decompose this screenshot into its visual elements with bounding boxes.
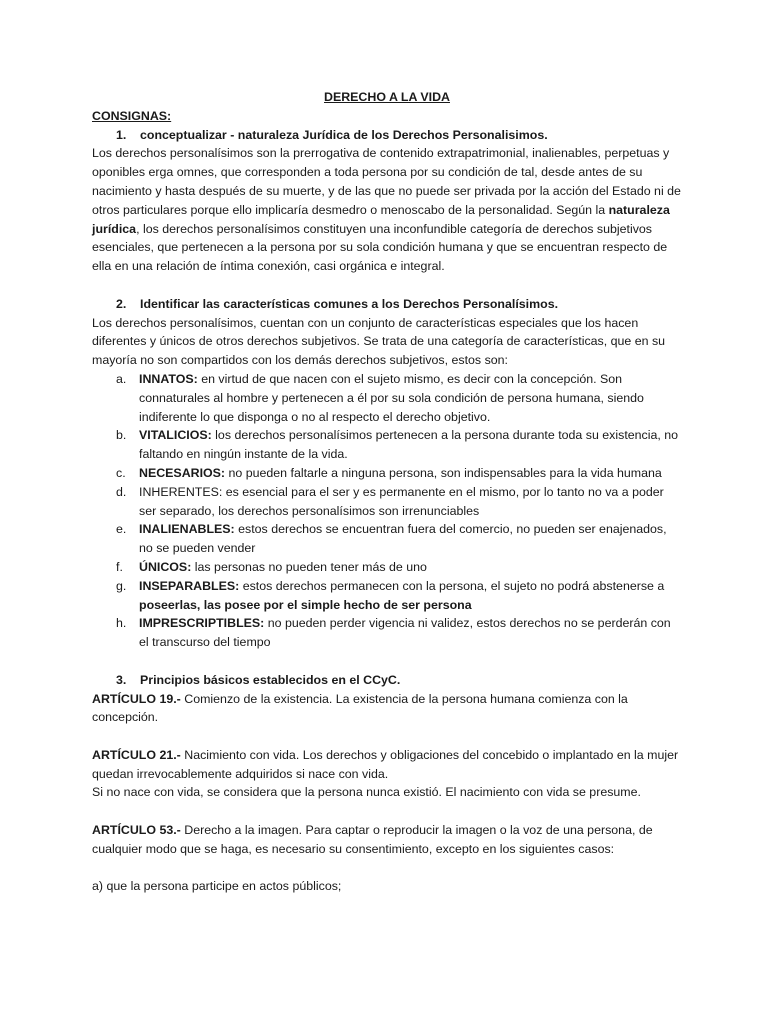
section-2-number: 2. [116, 296, 127, 311]
document-title: DERECHO A LA VIDA [324, 90, 450, 104]
article-21-label: ARTÍCULO 21.- [92, 747, 181, 762]
section-2-intro: Los derechos personalísimos, cuentan con un conjunto de características especiales que los hacen diferentes y únicos de otros derechos subjetivos. Se trata de una categoría de características, que en su mayoría no son compartidos con los demás derechos subjetivos, estos son: [92, 315, 666, 368]
characteristics-list [92, 370, 682, 652]
list-item-text: los derechos personalísimos pertenecen a la persona durante toda su existencia, no faltando en ningún instante de la vida. [139, 428, 679, 462]
document-page [92, 88, 682, 896]
list-item-term: INSEPARABLES: [139, 578, 240, 593]
list-item [92, 483, 682, 521]
section-1-text-bold: naturaleza jurídica [92, 202, 670, 236]
section-1-text-b: , los derechos personalísimos constituyen una inconfundible categoría de derechos subjetivos esenciales, que pertenecen a la persona por su sola condición humana y que se encuentran respecto de ella en una relación de íntima conexión, casi orgánica e integral. [92, 221, 668, 274]
article-53-label: ARTÍCULO 53.- [92, 823, 181, 838]
list-letter: e. [116, 522, 127, 537]
section-1-text-a: Los derechos personalísimos son la prerrogativa de contenido extrapatrimonial, inalienables, perpetuas y oponibles erga omnes, que corresponden a toda persona por su condición de tal, desde antes de su nacimiento y hasta después de su muerte, y de las que no puede ser privada por la acción del Estado ni de otros particulares porque ello implicaría desmedro o menoscabo de la personalidad. Según la [92, 146, 681, 217]
list-item [92, 614, 682, 652]
list-letter: b. [116, 428, 127, 443]
list-letter: d. [116, 484, 127, 499]
list-item-text: INHERENTES: es esencial para el ser y es permanente en el mismo, por lo tanto no va a poder ser separado, los derechos personalísimos son irrenunciables [139, 484, 664, 518]
spacer [92, 802, 682, 821]
article-19-label: ARTÍCULO 19.- [92, 691, 181, 706]
list-item [92, 577, 682, 615]
list-item-term: IMPRESCRIPTIBLES: [139, 616, 265, 631]
section-3-title: Principios básicos establecidos en el CCyC. [140, 672, 401, 687]
spacer [92, 652, 682, 671]
list-item [92, 370, 682, 426]
list-item [92, 520, 682, 558]
list-item-text: no pueden faltarle a ninguna persona, son indispensables para la vida humana [225, 465, 662, 480]
article-21-continued: Si no nace con vida, se considera que la persona nunca existió. El nacimiento con vida se presume. [92, 785, 641, 800]
article-53 [92, 821, 682, 859]
list-item-text: estos derechos permanecen con la persona, el sujeto no podrá abstenerse a [239, 578, 665, 593]
list-item [92, 426, 682, 464]
article-19 [92, 690, 682, 728]
section-1-number: 1. [116, 127, 127, 142]
list-item-text: en virtud de que nacen con el sujeto mismo, es decir con la concepción. Son connaturales al hombre y pertenecen a él por su sola condición de persona humana, siendo indiferente lo que disponga o no al respecto el derecho objetivo. [139, 371, 644, 424]
list-item-text: estos derechos se encuentran fuera del comercio, no pueden ser enajenados, no se pueden vender [139, 522, 667, 556]
list-letter: g. [116, 578, 127, 593]
list-item-term: VITALICIOS: [139, 428, 212, 443]
section-3-heading [92, 671, 682, 690]
section-1-heading [92, 126, 682, 145]
list-item [92, 558, 682, 577]
list-item-text: no pueden perder vigencia ni validez, estos derechos no se perderán con el transcurso del tiempo [139, 616, 671, 650]
spacer [92, 276, 682, 295]
section-1-paragraph [92, 144, 682, 276]
list-letter: f. [116, 559, 123, 574]
section-2-title: Identificar las características comunes a los Derechos Personalísimos. [140, 296, 559, 311]
section-1-title: conceptualizar - naturaleza Jurídica de los Derechos Personalisimos. [140, 127, 548, 142]
list-letter: c. [116, 465, 126, 480]
section-2-heading [92, 295, 682, 314]
list-item [92, 464, 682, 483]
article-19-text: Comienzo de la existencia. La existencia de la persona humana comienza con la concepción. [92, 691, 628, 725]
article-53-case-a: a) que la persona participe en actos públicos; [92, 879, 342, 894]
spacer [92, 859, 682, 878]
list-letter: h. [116, 616, 127, 631]
consignas-heading: CONSIGNAS: [92, 108, 172, 123]
list-item-term: INNATOS: [139, 371, 198, 386]
article-21 [92, 746, 682, 784]
list-item-bold-tail: poseerlas, las posee por el simple hecho de ser persona [139, 597, 472, 612]
article-21-text: Nacimiento con vida. Los derechos y obligaciones del concebido o implantado en la mujer quedan irrevocablemente adquiridos si nace con vida. [92, 747, 679, 781]
list-item-term: NECESARIOS: [139, 465, 226, 480]
spacer [92, 727, 682, 746]
list-letter: a. [116, 371, 127, 386]
list-item-term: INALIENABLES: [139, 522, 235, 537]
list-item-text: las personas no pueden tener más de uno [191, 559, 427, 574]
article-53-text: Derecho a la imagen. Para captar o reproducir la imagen o la voz de una persona, de cualquier modo que se haga, es necesario su consentimiento, excepto en los siguientes casos: [92, 823, 653, 856]
list-item-term: ÚNICOS: [139, 559, 192, 574]
section-3-number: 3. [116, 672, 127, 687]
